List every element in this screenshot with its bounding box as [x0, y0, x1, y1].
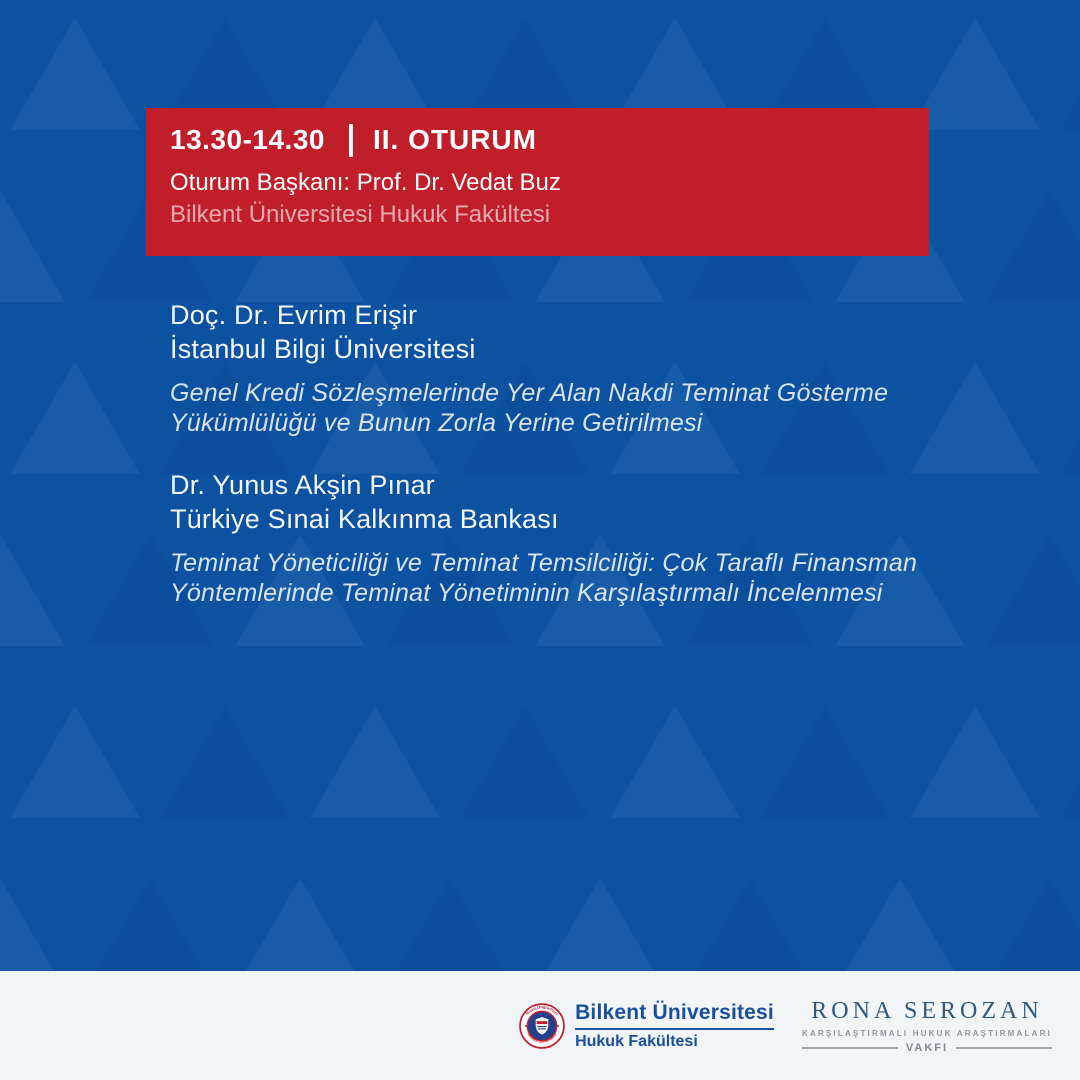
bilkent-underline: [575, 1028, 774, 1030]
bilkent-faculty-name: Hukuk Fakültesi: [575, 1032, 698, 1050]
rona-vakfi-row: [802, 1042, 1052, 1054]
svg-text:İhsan Doğramacı: İhsan Doğramacı: [524, 1003, 560, 1016]
talk-title: Genel Kredi Sözleşmelerinde Yer Alan Nakdi Teminat Gösterme Yükümlülüğü ve Bunun Zorla Yerine Getirilmesi: [170, 379, 889, 437]
footer: [0, 971, 1080, 1080]
bilkent-university-name: Bilkent Üniversitesi: [575, 1000, 774, 1024]
divider-bar-icon: [349, 124, 353, 157]
speaker-name: Doç. Dr. Evrim Erişir: [170, 300, 418, 330]
rona-left-rule: [802, 1047, 898, 1049]
speaker-block-1: [170, 298, 960, 438]
session-chair: Oturum Başkanı: Prof. Dr. Vedat Buz: [170, 169, 561, 196]
session-time: 13.30-14.30: [170, 124, 325, 155]
svg-text:Bilkent Üniversitesi: Bilkent Üniversitesi: [526, 1032, 558, 1044]
rona-serozan-logo: [802, 998, 1052, 1054]
talk-title: Teminat Yöneticiliği ve Teminat Temsilciliği: Çok Taraflı Finansman Yöntemlerinde Teminat Yönetiminin Karşılaştırmalı İncelenmesi: [170, 549, 918, 607]
speaker-name: Dr. Yunus Akşin Pınar: [170, 470, 435, 500]
session-title: II. OTURUM: [372, 124, 537, 155]
bilkent-seal-icon: [519, 1003, 565, 1049]
session-chair-affiliation: Bilkent Üniversitesi Hukuk Fakültesi: [170, 201, 551, 228]
bilkent-logo: [519, 1001, 774, 1051]
speaker-block-2: [170, 468, 960, 608]
rona-right-rule: [956, 1047, 1052, 1049]
session-title-row: [170, 122, 905, 158]
bilkent-wordmark: [575, 1001, 774, 1051]
rona-vakfi-label: VAKFI: [905, 1041, 949, 1054]
session-banner: [146, 108, 929, 256]
rona-serozan-name: RONA SEROZAN: [811, 997, 1043, 1024]
rona-serozan-subtitle: KARŞILAŞTIRMALI HUKUK ARAŞTIRMALARI: [801, 1028, 1052, 1038]
speaker-affiliation: İstanbul Bilgi Üniversitesi: [170, 334, 476, 364]
speaker-affiliation: Türkiye Sınai Kalkınma Bankası: [170, 504, 559, 534]
